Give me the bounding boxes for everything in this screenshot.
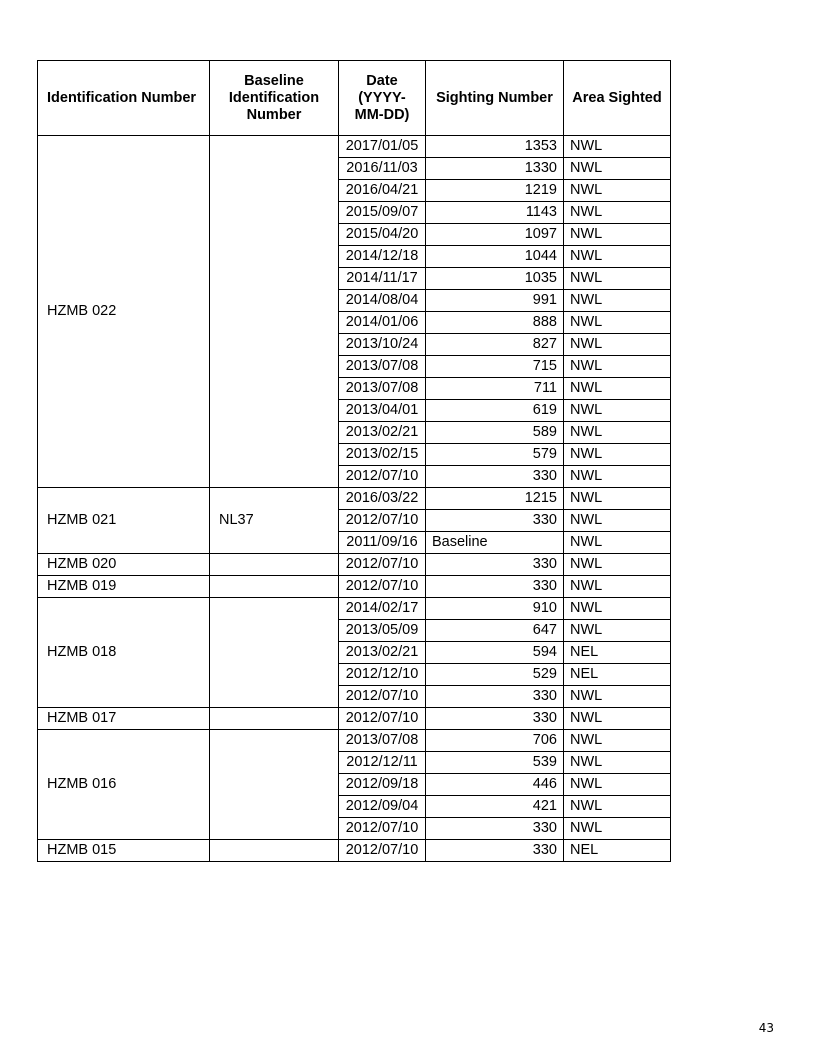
sighting-number-cell: 330 — [426, 554, 564, 576]
date-cell: 2012/07/10 — [339, 510, 426, 532]
area-sighted-cell: NWL — [564, 686, 671, 708]
area-sighted-cell: NEL — [564, 642, 671, 664]
table-row — [38, 576, 671, 598]
date-cell: 2013/02/21 — [339, 422, 426, 444]
header-row — [38, 61, 671, 136]
identification-number-cell: HZMB 016 — [38, 730, 210, 840]
area-sighted-cell: NWL — [564, 224, 671, 246]
identification-number-cell: HZMB 022 — [38, 136, 210, 488]
baseline-identification-cell — [210, 840, 339, 862]
date-cell: 2013/05/09 — [339, 620, 426, 642]
date-cell: 2017/01/05 — [339, 136, 426, 158]
identification-number-cell: HZMB 018 — [38, 598, 210, 708]
sighting-number-cell: 330 — [426, 466, 564, 488]
table-row — [38, 708, 671, 730]
area-sighted-cell: NEL — [564, 840, 671, 862]
area-sighted-cell: NWL — [564, 422, 671, 444]
date-cell: 2013/07/08 — [339, 730, 426, 752]
area-sighted-cell: NWL — [564, 136, 671, 158]
sighting-number-cell: 1035 — [426, 268, 564, 290]
table-row — [38, 554, 671, 576]
sighting-number-cell: 1219 — [426, 180, 564, 202]
area-sighted-cell: NWL — [564, 532, 671, 554]
sighting-number-cell: 529 — [426, 664, 564, 686]
sighting-number-cell: 330 — [426, 510, 564, 532]
area-sighted-cell: NWL — [564, 378, 671, 400]
sighting-number-cell: 589 — [426, 422, 564, 444]
area-sighted-cell: NWL — [564, 268, 671, 290]
date-cell: 2012/07/10 — [339, 840, 426, 862]
date-cell: 2012/07/10 — [339, 818, 426, 840]
area-sighted-cell: NWL — [564, 180, 671, 202]
baseline-identification-cell — [210, 708, 339, 730]
identification-number-cell: HZMB 020 — [38, 554, 210, 576]
sighting-number-cell: 330 — [426, 708, 564, 730]
date-cell: 2012/09/04 — [339, 796, 426, 818]
date-cell: 2012/12/11 — [339, 752, 426, 774]
table-body — [38, 136, 671, 862]
table-row — [38, 488, 671, 510]
sighting-number-cell: 715 — [426, 356, 564, 378]
header-identification-number: Identification Number — [38, 61, 210, 136]
area-sighted-cell: NWL — [564, 598, 671, 620]
area-sighted-cell: NWL — [564, 818, 671, 840]
table-row — [38, 598, 671, 620]
sighting-number-cell: 421 — [426, 796, 564, 818]
area-sighted-cell: NWL — [564, 796, 671, 818]
date-cell: 2014/08/04 — [339, 290, 426, 312]
sighting-number-cell: 1097 — [426, 224, 564, 246]
area-sighted-cell: NWL — [564, 202, 671, 224]
date-cell: 2012/07/10 — [339, 708, 426, 730]
date-cell: 2014/11/17 — [339, 268, 426, 290]
area-sighted-cell: NWL — [564, 312, 671, 334]
area-sighted-cell: NWL — [564, 620, 671, 642]
area-sighted-cell: NWL — [564, 730, 671, 752]
date-cell: 2014/12/18 — [339, 246, 426, 268]
sighting-number-cell: 594 — [426, 642, 564, 664]
date-cell: 2012/12/10 — [339, 664, 426, 686]
area-sighted-cell: NWL — [564, 774, 671, 796]
area-sighted-cell: NWL — [564, 334, 671, 356]
baseline-identification-cell: NL37 — [210, 488, 339, 554]
date-cell: 2012/07/10 — [339, 554, 426, 576]
date-cell: 2014/01/06 — [339, 312, 426, 334]
area-sighted-cell: NWL — [564, 554, 671, 576]
sighting-number-cell: 1330 — [426, 158, 564, 180]
table-row — [38, 730, 671, 752]
table-row — [38, 840, 671, 862]
area-sighted-cell: NWL — [564, 400, 671, 422]
date-cell: 2012/07/10 — [339, 576, 426, 598]
area-sighted-cell: NWL — [564, 510, 671, 532]
header-sighting-number: Sighting Number — [426, 61, 564, 136]
sighting-number-cell: 539 — [426, 752, 564, 774]
area-sighted-cell: NWL — [564, 708, 671, 730]
date-cell: 2015/09/07 — [339, 202, 426, 224]
date-cell: 2016/04/21 — [339, 180, 426, 202]
sighting-number-cell: 1044 — [426, 246, 564, 268]
identification-number-cell: HZMB 017 — [38, 708, 210, 730]
area-sighted-cell: NWL — [564, 158, 671, 180]
area-sighted-cell: NWL — [564, 752, 671, 774]
date-cell: 2014/02/17 — [339, 598, 426, 620]
date-cell: 2013/04/01 — [339, 400, 426, 422]
date-cell: 2016/11/03 — [339, 158, 426, 180]
area-sighted-cell: NWL — [564, 444, 671, 466]
date-cell: 2013/07/08 — [339, 356, 426, 378]
sighting-number-cell: 1353 — [426, 136, 564, 158]
date-cell: 2013/02/15 — [339, 444, 426, 466]
area-sighted-cell: NWL — [564, 356, 671, 378]
sighting-number-cell: Baseline — [426, 532, 564, 554]
area-sighted-cell: NWL — [564, 466, 671, 488]
date-cell: 2012/09/18 — [339, 774, 426, 796]
date-cell: 2013/02/21 — [339, 642, 426, 664]
date-cell: 2011/09/16 — [339, 532, 426, 554]
sighting-number-cell: 1215 — [426, 488, 564, 510]
sightings-table — [37, 60, 671, 862]
baseline-identification-cell — [210, 136, 339, 488]
area-sighted-cell: NWL — [564, 246, 671, 268]
sighting-number-cell: 446 — [426, 774, 564, 796]
sighting-number-cell: 330 — [426, 686, 564, 708]
baseline-identification-cell — [210, 554, 339, 576]
area-sighted-cell: NEL — [564, 664, 671, 686]
area-sighted-cell: NWL — [564, 576, 671, 598]
sighting-number-cell: 619 — [426, 400, 564, 422]
date-cell: 2012/07/10 — [339, 466, 426, 488]
date-cell: 2016/03/22 — [339, 488, 426, 510]
sighting-number-cell: 647 — [426, 620, 564, 642]
area-sighted-cell: NWL — [564, 488, 671, 510]
table-row — [38, 136, 671, 158]
identification-number-cell: HZMB 015 — [38, 840, 210, 862]
sighting-number-cell: 711 — [426, 378, 564, 400]
page-number: 43 — [758, 1021, 774, 1035]
sighting-number-cell: 706 — [426, 730, 564, 752]
date-cell: 2015/04/20 — [339, 224, 426, 246]
sighting-number-cell: 330 — [426, 840, 564, 862]
area-sighted-cell: NWL — [564, 290, 671, 312]
identification-number-cell: HZMB 019 — [38, 576, 210, 598]
sighting-number-cell: 579 — [426, 444, 564, 466]
date-cell: 2013/07/08 — [339, 378, 426, 400]
sighting-number-cell: 330 — [426, 576, 564, 598]
baseline-identification-cell — [210, 598, 339, 708]
baseline-identification-cell — [210, 730, 339, 840]
date-cell: 2013/10/24 — [339, 334, 426, 356]
sighting-number-cell: 910 — [426, 598, 564, 620]
date-cell: 2012/07/10 — [339, 686, 426, 708]
baseline-identification-cell — [210, 576, 339, 598]
identification-number-cell: HZMB 021 — [38, 488, 210, 554]
header-baseline-identification-number: Baseline Identification Number — [210, 61, 339, 136]
sighting-number-cell: 888 — [426, 312, 564, 334]
header-area-sighted: Area Sighted — [564, 61, 671, 136]
sighting-number-cell: 1143 — [426, 202, 564, 224]
header-date: Date (YYYY-MM-DD) — [339, 61, 426, 136]
sighting-number-cell: 991 — [426, 290, 564, 312]
sighting-number-cell: 827 — [426, 334, 564, 356]
sighting-number-cell: 330 — [426, 818, 564, 840]
